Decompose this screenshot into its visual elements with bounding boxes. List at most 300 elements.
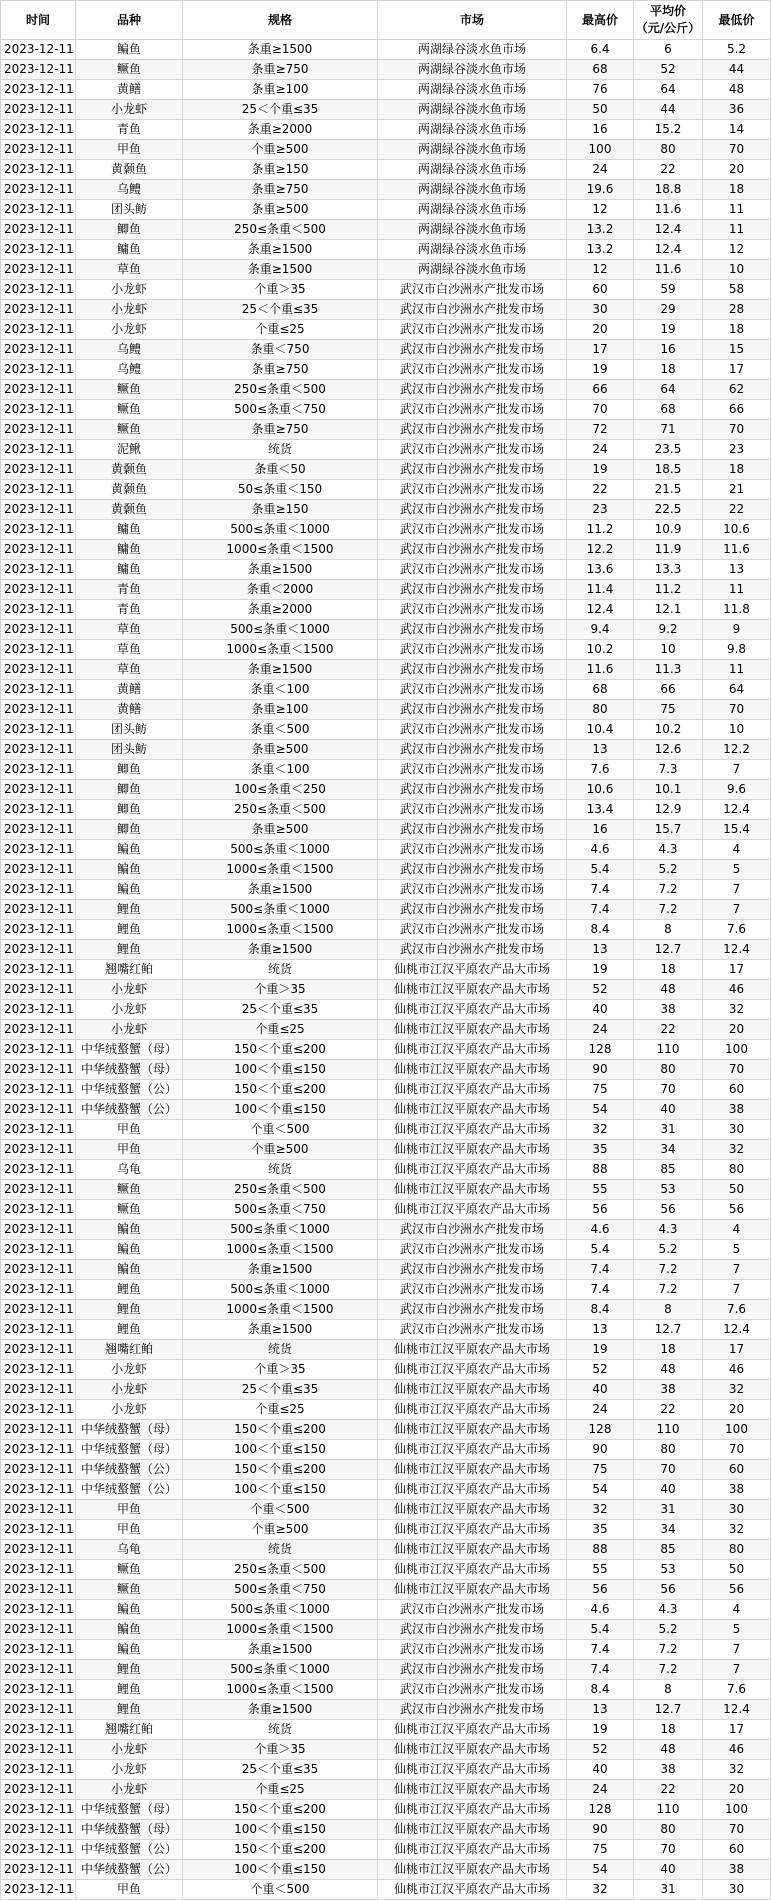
cell-avg-price: 64 [634, 80, 703, 100]
table-row [1, 980, 771, 1000]
cell-variety: 乌鳢 [76, 360, 183, 380]
table-row [1, 760, 771, 780]
cell-time: 2023-12-11 [1, 1480, 76, 1500]
cell-time: 2023-12-11 [1, 440, 76, 460]
cell-avg-price: 22 [634, 1020, 703, 1040]
cell-spec: 统货 [183, 960, 378, 980]
cell-time: 2023-12-11 [1, 200, 76, 220]
cell-time: 2023-12-11 [1, 940, 76, 960]
table-row [1, 180, 771, 200]
cell-spec: 条重≥2000 [183, 120, 378, 140]
cell-variety: 小龙虾 [76, 1380, 183, 1400]
cell-high-price: 72 [567, 420, 634, 440]
cell-avg-price: 18.8 [634, 180, 703, 200]
table-row [1, 1440, 771, 1460]
cell-avg-price: 31 [634, 1120, 703, 1140]
cell-avg-price: 56 [634, 1580, 703, 1600]
cell-high-price: 7.4 [567, 880, 634, 900]
cell-avg-price: 6 [634, 40, 703, 60]
cell-market: 武汉市白沙洲水产批发市场 [378, 380, 567, 400]
cell-spec: 条重≥750 [183, 360, 378, 380]
cell-spec: 条重＜100 [183, 760, 378, 780]
cell-variety: 甲鱼 [76, 140, 183, 160]
table-row [1, 520, 771, 540]
cell-avg-price: 7.2 [634, 1260, 703, 1280]
cell-variety: 鲤鱼 [76, 1320, 183, 1340]
cell-avg-price: 70 [634, 1840, 703, 1860]
cell-high-price: 90 [567, 1820, 634, 1840]
cell-market: 仙桃市江汉平原农产品大市场 [378, 1580, 567, 1600]
cell-spec: 条重≥1500 [183, 260, 378, 280]
cell-variety: 小龙虾 [76, 1400, 183, 1420]
cell-avg-price: 40 [634, 1480, 703, 1500]
cell-time: 2023-12-11 [1, 1720, 76, 1740]
cell-spec: 统货 [183, 1540, 378, 1560]
cell-time: 2023-12-11 [1, 900, 76, 920]
cell-spec: 500≤条重＜1000 [183, 1220, 378, 1240]
cell-time: 2023-12-11 [1, 820, 76, 840]
cell-avg-price: 12.4 [634, 220, 703, 240]
cell-market: 武汉市白沙洲水产批发市场 [378, 1600, 567, 1620]
cell-high-price: 13.6 [567, 560, 634, 580]
header-low-price: 最低价 [703, 1, 771, 40]
cell-low-price: 46 [703, 980, 771, 1000]
cell-time: 2023-12-11 [1, 1820, 76, 1840]
cell-spec: 条重＜500 [183, 720, 378, 740]
cell-variety: 鳊鱼 [76, 40, 183, 60]
cell-high-price: 90 [567, 1060, 634, 1080]
cell-variety: 鳜鱼 [76, 1180, 183, 1200]
cell-market: 武汉市白沙洲水产批发市场 [378, 800, 567, 820]
table-body [1, 40, 771, 1900]
cell-market: 武汉市白沙洲水产批发市场 [378, 480, 567, 500]
cell-spec: 100＜个重≤150 [183, 1060, 378, 1080]
cell-variety: 草鱼 [76, 260, 183, 280]
cell-high-price: 12 [567, 260, 634, 280]
cell-variety: 小龙虾 [76, 280, 183, 300]
cell-variety: 团头鲂 [76, 740, 183, 760]
cell-spec: 100＜个重≤150 [183, 1100, 378, 1120]
cell-time: 2023-12-11 [1, 140, 76, 160]
cell-market: 武汉市白沙洲水产批发市场 [378, 300, 567, 320]
cell-avg-price: 53 [634, 1180, 703, 1200]
cell-low-price: 10.6 [703, 520, 771, 540]
cell-time: 2023-12-11 [1, 540, 76, 560]
cell-market: 两湖绿谷淡水鱼市场 [378, 160, 567, 180]
cell-variety: 鳊鱼 [76, 860, 183, 880]
cell-low-price: 20 [703, 1780, 771, 1800]
cell-market: 两湖绿谷淡水鱼市场 [378, 180, 567, 200]
table-row [1, 1740, 771, 1760]
cell-market: 武汉市白沙洲水产批发市场 [378, 720, 567, 740]
cell-variety: 黄鳝 [76, 80, 183, 100]
cell-spec: 150＜个重≤200 [183, 1840, 378, 1860]
cell-time: 2023-12-11 [1, 420, 76, 440]
cell-variety: 鲤鱼 [76, 920, 183, 940]
cell-low-price: 48 [703, 80, 771, 100]
cell-spec: 个重＞35 [183, 280, 378, 300]
cell-time: 2023-12-11 [1, 260, 76, 280]
table-row [1, 40, 771, 60]
table-row [1, 1580, 771, 1600]
cell-market: 武汉市白沙洲水产批发市场 [378, 320, 567, 340]
cell-avg-price: 11.2 [634, 580, 703, 600]
cell-time: 2023-12-11 [1, 1140, 76, 1160]
cell-variety: 黄颡鱼 [76, 500, 183, 520]
cell-time: 2023-12-11 [1, 1200, 76, 1220]
cell-time: 2023-12-11 [1, 1740, 76, 1760]
cell-market: 仙桃市江汉平原农产品大市场 [378, 1120, 567, 1140]
table-row [1, 940, 771, 960]
cell-low-price: 30 [703, 1880, 771, 1900]
cell-low-price: 13 [703, 560, 771, 580]
cell-high-price: 20 [567, 320, 634, 340]
cell-time: 2023-12-11 [1, 1160, 76, 1180]
cell-market: 武汉市白沙洲水产批发市场 [378, 460, 567, 480]
table-row [1, 1500, 771, 1520]
cell-time: 2023-12-11 [1, 560, 76, 580]
cell-low-price: 7.6 [703, 1300, 771, 1320]
cell-low-price: 32 [703, 1000, 771, 1020]
cell-variety: 鳜鱼 [76, 420, 183, 440]
cell-variety: 小龙虾 [76, 1360, 183, 1380]
table-row [1, 80, 771, 100]
cell-low-price: 70 [703, 1820, 771, 1840]
cell-low-price: 11 [703, 200, 771, 220]
cell-low-price: 12.4 [703, 1320, 771, 1340]
cell-low-price: 70 [703, 1060, 771, 1080]
cell-high-price: 100 [567, 140, 634, 160]
cell-variety: 黄颡鱼 [76, 160, 183, 180]
cell-variety: 鲤鱼 [76, 1660, 183, 1680]
cell-market: 两湖绿谷淡水鱼市场 [378, 80, 567, 100]
cell-variety: 鲤鱼 [76, 1700, 183, 1720]
table-row [1, 100, 771, 120]
cell-time: 2023-12-11 [1, 1540, 76, 1560]
cell-variety: 小龙虾 [76, 100, 183, 120]
cell-avg-price: 71 [634, 420, 703, 440]
cell-high-price: 68 [567, 680, 634, 700]
table-row [1, 160, 771, 180]
cell-variety: 乌龟 [76, 1540, 183, 1560]
cell-time: 2023-12-11 [1, 500, 76, 520]
cell-market: 仙桃市江汉平原农产品大市场 [378, 1000, 567, 1020]
cell-avg-price: 15.2 [634, 120, 703, 140]
cell-time: 2023-12-11 [1, 1380, 76, 1400]
cell-high-price: 10.4 [567, 720, 634, 740]
cell-market: 武汉市白沙洲水产批发市场 [378, 840, 567, 860]
cell-time: 2023-12-11 [1, 1300, 76, 1320]
cell-time: 2023-12-11 [1, 1420, 76, 1440]
cell-market: 两湖绿谷淡水鱼市场 [378, 220, 567, 240]
cell-variety: 草鱼 [76, 660, 183, 680]
cell-market: 仙桃市江汉平原农产品大市场 [378, 1720, 567, 1740]
cell-variety: 小龙虾 [76, 1760, 183, 1780]
cell-spec: 1000≤条重＜1500 [183, 1300, 378, 1320]
cell-low-price: 9 [703, 620, 771, 640]
cell-time: 2023-12-11 [1, 780, 76, 800]
cell-avg-price: 80 [634, 1820, 703, 1840]
cell-spec: 500≤条重＜750 [183, 1580, 378, 1600]
cell-avg-price: 70 [634, 1460, 703, 1480]
cell-market: 武汉市白沙洲水产批发市场 [378, 1220, 567, 1240]
cell-market: 仙桃市江汉平原农产品大市场 [378, 980, 567, 1000]
cell-avg-price: 18 [634, 360, 703, 380]
cell-low-price: 30 [703, 1120, 771, 1140]
cell-high-price: 32 [567, 1880, 634, 1900]
cell-high-price: 7.4 [567, 1260, 634, 1280]
cell-avg-price: 12.6 [634, 740, 703, 760]
cell-low-price: 38 [703, 1860, 771, 1880]
cell-spec: 100≤条重＜250 [183, 780, 378, 800]
cell-high-price: 75 [567, 1080, 634, 1100]
cell-high-price: 50 [567, 100, 634, 120]
cell-spec: 条重≥500 [183, 200, 378, 220]
cell-market: 仙桃市江汉平原农产品大市场 [378, 1880, 567, 1900]
table-row [1, 1140, 771, 1160]
cell-high-price: 80 [567, 700, 634, 720]
cell-variety: 小龙虾 [76, 980, 183, 1000]
cell-market: 武汉市白沙洲水产批发市场 [378, 600, 567, 620]
cell-high-price: 60 [567, 280, 634, 300]
cell-spec: 500≤条重＜1000 [183, 1280, 378, 1300]
cell-high-price: 13 [567, 940, 634, 960]
cell-avg-price: 8 [634, 1300, 703, 1320]
cell-time: 2023-12-11 [1, 160, 76, 180]
cell-spec: 1000≤条重＜1500 [183, 860, 378, 880]
table-row [1, 500, 771, 520]
table-row [1, 1540, 771, 1560]
cell-time: 2023-12-11 [1, 1760, 76, 1780]
cell-low-price: 4 [703, 1600, 771, 1620]
cell-low-price: 11.6 [703, 540, 771, 560]
cell-low-price: 17 [703, 360, 771, 380]
cell-variety: 鳊鱼 [76, 1260, 183, 1280]
cell-low-price: 15 [703, 340, 771, 360]
cell-low-price: 11.8 [703, 600, 771, 620]
cell-time: 2023-12-11 [1, 360, 76, 380]
cell-high-price: 7.4 [567, 1660, 634, 1680]
cell-time: 2023-12-11 [1, 680, 76, 700]
cell-avg-price: 34 [634, 1140, 703, 1160]
cell-high-price: 88 [567, 1540, 634, 1560]
cell-variety: 小龙虾 [76, 1000, 183, 1020]
cell-time: 2023-12-11 [1, 400, 76, 420]
cell-market: 仙桃市江汉平原农产品大市场 [378, 1440, 567, 1460]
cell-high-price: 5.4 [567, 860, 634, 880]
cell-variety: 鲤鱼 [76, 900, 183, 920]
table-header [1, 1, 771, 40]
cell-market: 仙桃市江汉平原农产品大市场 [378, 1080, 567, 1100]
cell-spec: 个重＞35 [183, 1740, 378, 1760]
table-row [1, 340, 771, 360]
cell-spec: 条重≥1500 [183, 1320, 378, 1340]
cell-high-price: 4.6 [567, 1600, 634, 1620]
table-row [1, 1260, 771, 1280]
cell-avg-price: 22 [634, 160, 703, 180]
cell-avg-price: 8 [634, 920, 703, 940]
cell-time: 2023-12-11 [1, 380, 76, 400]
table-row [1, 300, 771, 320]
cell-low-price: 7.6 [703, 920, 771, 940]
cell-avg-price: 22.5 [634, 500, 703, 520]
cell-market: 仙桃市江汉平原农产品大市场 [378, 1860, 567, 1880]
cell-time: 2023-12-11 [1, 340, 76, 360]
cell-spec: 条重≥100 [183, 700, 378, 720]
cell-time: 2023-12-11 [1, 1780, 76, 1800]
cell-low-price: 18 [703, 180, 771, 200]
cell-avg-price: 22 [634, 1780, 703, 1800]
cell-variety: 翘嘴红鲌 [76, 960, 183, 980]
cell-time: 2023-12-11 [1, 1440, 76, 1460]
cell-time: 2023-12-11 [1, 240, 76, 260]
cell-market: 仙桃市江汉平原农产品大市场 [378, 1800, 567, 1820]
cell-market: 两湖绿谷淡水鱼市场 [378, 260, 567, 280]
cell-low-price: 7 [703, 1280, 771, 1300]
cell-low-price: 58 [703, 280, 771, 300]
cell-avg-price: 38 [634, 1000, 703, 1020]
cell-avg-price: 38 [634, 1760, 703, 1780]
cell-market: 仙桃市江汉平原农产品大市场 [378, 1740, 567, 1760]
cell-avg-price: 38 [634, 1380, 703, 1400]
table-row [1, 420, 771, 440]
cell-high-price: 40 [567, 1760, 634, 1780]
cell-avg-price: 13.3 [634, 560, 703, 580]
cell-high-price: 13.2 [567, 220, 634, 240]
cell-variety: 鲤鱼 [76, 1280, 183, 1300]
cell-high-price: 10.2 [567, 640, 634, 660]
cell-low-price: 5 [703, 1620, 771, 1640]
table-row [1, 1680, 771, 1700]
table-row [1, 1480, 771, 1500]
cell-high-price: 128 [567, 1800, 634, 1820]
cell-market: 仙桃市江汉平原农产品大市场 [378, 1380, 567, 1400]
cell-spec: 100＜个重≤150 [183, 1860, 378, 1880]
cell-time: 2023-12-11 [1, 1100, 76, 1120]
cell-time: 2023-12-11 [1, 1220, 76, 1240]
cell-high-price: 30 [567, 300, 634, 320]
cell-market: 仙桃市江汉平原农产品大市场 [378, 1780, 567, 1800]
cell-time: 2023-12-11 [1, 1660, 76, 1680]
table-row [1, 1520, 771, 1540]
cell-high-price: 54 [567, 1100, 634, 1120]
cell-variety: 鲤鱼 [76, 1680, 183, 1700]
table-row [1, 1820, 771, 1840]
cell-avg-price: 75 [634, 700, 703, 720]
cell-spec: 25＜个重≤35 [183, 100, 378, 120]
cell-high-price: 54 [567, 1860, 634, 1880]
cell-variety: 鳊鱼 [76, 840, 183, 860]
cell-time: 2023-12-11 [1, 1580, 76, 1600]
cell-low-price: 46 [703, 1740, 771, 1760]
cell-low-price: 60 [703, 1460, 771, 1480]
cell-high-price: 40 [567, 1000, 634, 1020]
table-row [1, 1560, 771, 1580]
cell-avg-price: 7.2 [634, 1660, 703, 1680]
cell-market: 武汉市白沙洲水产批发市场 [378, 1640, 567, 1660]
cell-variety: 鳜鱼 [76, 1200, 183, 1220]
cell-low-price: 12 [703, 240, 771, 260]
cell-avg-price: 7.2 [634, 1640, 703, 1660]
cell-high-price: 19 [567, 1340, 634, 1360]
cell-variety: 鲫鱼 [76, 760, 183, 780]
cell-high-price: 76 [567, 80, 634, 100]
cell-time: 2023-12-11 [1, 300, 76, 320]
cell-time: 2023-12-11 [1, 320, 76, 340]
cell-low-price: 12.2 [703, 740, 771, 760]
cell-time: 2023-12-11 [1, 1280, 76, 1300]
cell-avg-price: 10.1 [634, 780, 703, 800]
cell-variety: 翘嘴红鲌 [76, 1720, 183, 1740]
table-row [1, 1020, 771, 1040]
cell-low-price: 32 [703, 1520, 771, 1540]
cell-low-price: 60 [703, 1840, 771, 1860]
table-row [1, 1780, 771, 1800]
cell-spec: 个重≤25 [183, 320, 378, 340]
cell-variety: 鳊鱼 [76, 1620, 183, 1640]
table-row [1, 280, 771, 300]
cell-low-price: 70 [703, 140, 771, 160]
cell-time: 2023-12-11 [1, 100, 76, 120]
cell-avg-price: 52 [634, 60, 703, 80]
cell-time: 2023-12-11 [1, 1080, 76, 1100]
cell-variety: 鳜鱼 [76, 400, 183, 420]
cell-time: 2023-12-11 [1, 1700, 76, 1720]
cell-variety: 乌鳢 [76, 340, 183, 360]
cell-spec: 25＜个重≤35 [183, 1000, 378, 1020]
cell-market: 仙桃市江汉平原农产品大市场 [378, 1040, 567, 1060]
cell-spec: 条重≥500 [183, 740, 378, 760]
cell-avg-price: 8 [634, 1680, 703, 1700]
cell-market: 武汉市白沙洲水产批发市场 [378, 620, 567, 640]
cell-spec: 50≤条重＜150 [183, 480, 378, 500]
table-row [1, 60, 771, 80]
cell-high-price: 24 [567, 1780, 634, 1800]
cell-time: 2023-12-11 [1, 1460, 76, 1480]
cell-spec: 500≤条重＜750 [183, 1200, 378, 1220]
cell-time: 2023-12-11 [1, 1120, 76, 1140]
cell-time: 2023-12-11 [1, 1640, 76, 1660]
cell-low-price: 17 [703, 1340, 771, 1360]
cell-avg-price: 80 [634, 140, 703, 160]
cell-spec: 条重≥1500 [183, 40, 378, 60]
cell-high-price: 40 [567, 1380, 634, 1400]
cell-time: 2023-12-11 [1, 1500, 76, 1520]
cell-high-price: 8.4 [567, 1300, 634, 1320]
cell-time: 2023-12-11 [1, 1240, 76, 1260]
cell-avg-price: 11.3 [634, 660, 703, 680]
cell-low-price: 32 [703, 1760, 771, 1780]
cell-time: 2023-12-11 [1, 40, 76, 60]
cell-high-price: 70 [567, 400, 634, 420]
cell-low-price: 32 [703, 1380, 771, 1400]
cell-spec: 100＜个重≤150 [183, 1480, 378, 1500]
cell-market: 武汉市白沙洲水产批发市场 [378, 1300, 567, 1320]
cell-variety: 小龙虾 [76, 1020, 183, 1040]
cell-variety: 鲫鱼 [76, 220, 183, 240]
header-avg-label: 平均价 [649, 4, 686, 18]
cell-market: 两湖绿谷淡水鱼市场 [378, 60, 567, 80]
cell-spec: 统货 [183, 1340, 378, 1360]
cell-spec: 条重≥100 [183, 80, 378, 100]
cell-avg-price: 21.5 [634, 480, 703, 500]
cell-time: 2023-12-11 [1, 700, 76, 720]
cell-avg-price: 7.2 [634, 900, 703, 920]
cell-avg-price: 18 [634, 1340, 703, 1360]
cell-variety: 小龙虾 [76, 1740, 183, 1760]
table-row [1, 440, 771, 460]
cell-market: 武汉市白沙洲水产批发市场 [378, 680, 567, 700]
